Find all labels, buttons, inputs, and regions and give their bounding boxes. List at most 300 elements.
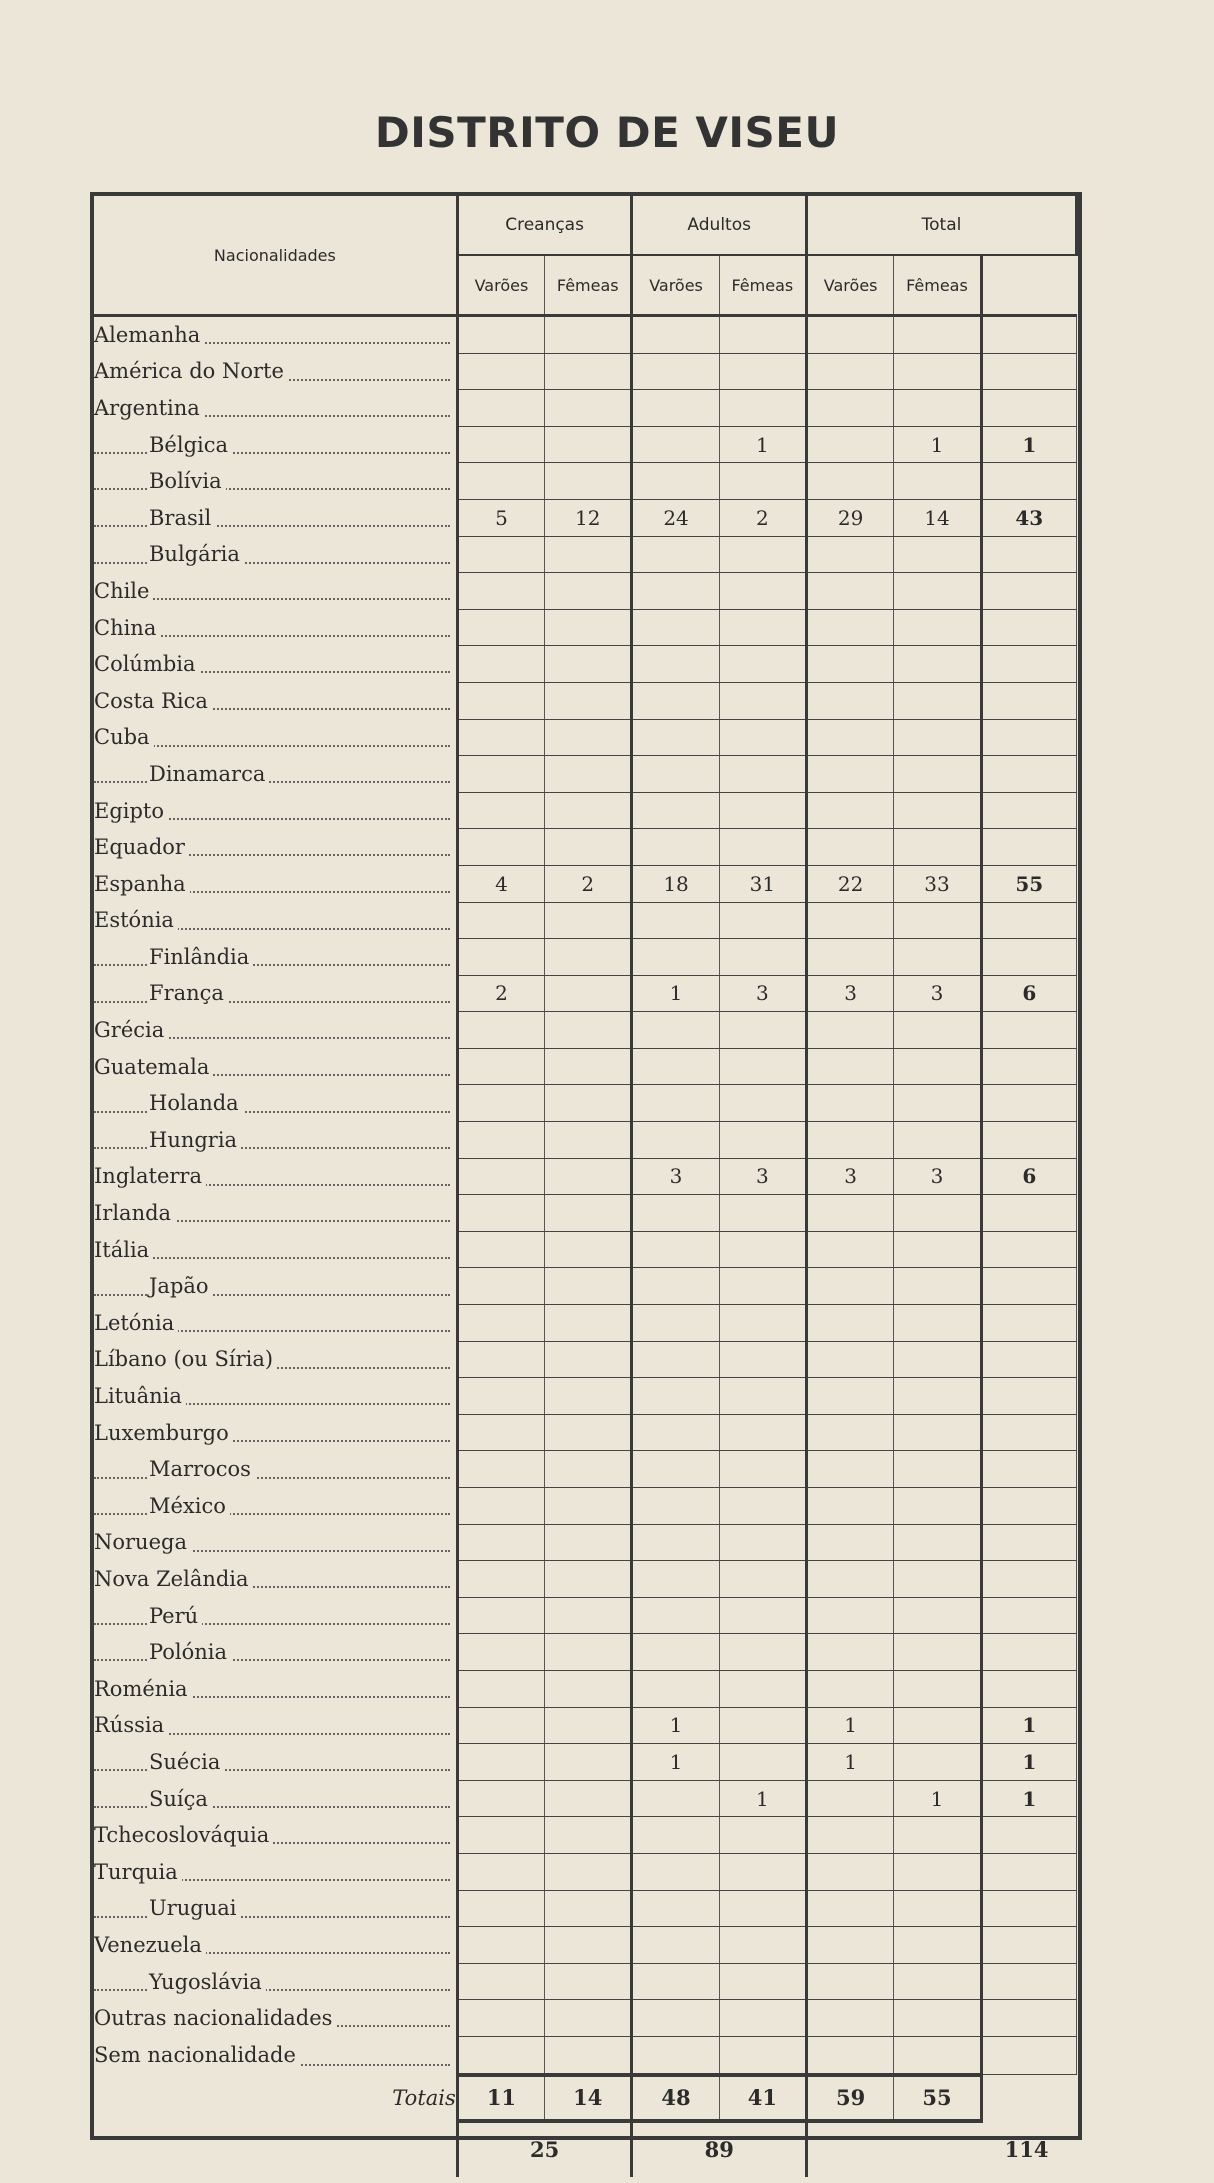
leader-dots: [94, 1477, 450, 1479]
grand-total-children: 25: [457, 2121, 632, 2177]
cell-children-females: [545, 353, 632, 390]
cell-total-males: 3: [807, 1158, 894, 1195]
cell-total-males: [807, 1268, 894, 1305]
total-adults-females: 41: [719, 2075, 806, 2121]
cell-adults-males: [632, 609, 719, 646]
cell-children-males: [457, 682, 544, 719]
cell-children-males: [457, 1012, 544, 1049]
table-row: [94, 1048, 1077, 1085]
cell-total-females: [894, 1451, 981, 1488]
cell-total-males: [807, 646, 894, 683]
cell-total-females: [894, 609, 981, 646]
nationality-label: Alemanha: [94, 323, 204, 347]
nationality-cell: [94, 975, 457, 1012]
nationality-label: Colúmbia: [94, 652, 200, 676]
cell-children-males: [457, 1451, 544, 1488]
cell-children-males: [457, 829, 544, 866]
nationality-cell: [94, 1561, 457, 1598]
nationality-cell: [94, 1927, 457, 1964]
cell-children-females: [545, 1195, 632, 1232]
cell-grand-total: [981, 1963, 1076, 2000]
table-row: [94, 1707, 1077, 1744]
cell-adults-females: [719, 1963, 806, 2000]
cell-adults-females: [719, 1488, 806, 1525]
table-row: [94, 829, 1077, 866]
cell-adults-males: [632, 1012, 719, 1049]
nationality-label: Espanha: [94, 872, 190, 896]
cell-total-males: [807, 682, 894, 719]
cell-children-males: [457, 646, 544, 683]
nationality-label: Costa Rica: [94, 689, 212, 713]
cell-adults-females: [719, 1122, 806, 1159]
nationality-cell: [94, 1341, 457, 1378]
cell-children-females: [545, 1085, 632, 1122]
cell-children-males: [457, 1341, 544, 1378]
cell-total-males: [807, 316, 894, 354]
cell-total-females: [894, 646, 981, 683]
cell-total-males: [807, 1488, 894, 1525]
header-nationalities: Nacionalidades: [94, 196, 457, 316]
cell-adults-males: [632, 1524, 719, 1561]
nationality-label: Inglaterra: [94, 1164, 206, 1188]
cell-children-males: [457, 1524, 544, 1561]
cell-children-males: 4: [457, 865, 544, 902]
cell-adults-males: 1: [632, 1744, 719, 1781]
header-children-males: Varões: [457, 255, 544, 316]
cell-adults-females: [719, 902, 806, 939]
cell-total-males: 29: [807, 499, 894, 536]
cell-total-males: [807, 1048, 894, 1085]
cell-grand-total: [981, 609, 1076, 646]
header-adults: Adultos: [632, 196, 807, 255]
cell-children-females: [545, 1158, 632, 1195]
cell-children-males: [457, 1780, 544, 1817]
cell-total-males: [807, 939, 894, 976]
cell-total-males: [807, 463, 894, 500]
cell-children-females: [545, 2036, 632, 2074]
totals-label: Totais: [94, 2075, 457, 2121]
nationality-cell: [94, 865, 457, 902]
cell-adults-males: [632, 829, 719, 866]
header-children: Creanças: [457, 196, 632, 255]
cell-children-males: [457, 902, 544, 939]
nationality-label: Roménia: [94, 1677, 192, 1701]
cell-total-males: 22: [807, 865, 894, 902]
nationality-label: Turquia: [94, 1860, 182, 1884]
table-row: [94, 1305, 1077, 1342]
nationality-cell: [94, 902, 457, 939]
cell-total-females: [894, 1488, 981, 1525]
cell-grand-total: [981, 939, 1076, 976]
cell-total-females: [894, 1378, 981, 1415]
cell-total-females: [894, 1012, 981, 1049]
table-row: [94, 426, 1077, 463]
cell-children-females: [545, 756, 632, 793]
cell-adults-males: [632, 2036, 719, 2074]
cell-total-males: [807, 390, 894, 427]
cell-grand-total: [981, 1195, 1076, 1232]
cell-total-males: [807, 1853, 894, 1890]
cell-adults-females: 31: [719, 865, 806, 902]
cell-adults-males: [632, 316, 719, 354]
header-total: Total: [807, 196, 1077, 255]
cell-total-males: [807, 1597, 894, 1634]
cell-children-females: [545, 1780, 632, 1817]
cell-total-females: [894, 1853, 981, 1890]
cell-adults-females: [719, 792, 806, 829]
leader-dots: [94, 1513, 450, 1515]
cell-children-males: [457, 353, 544, 390]
table-row: [94, 573, 1077, 610]
cell-total-males: [807, 1524, 894, 1561]
cell-total-females: 14: [894, 499, 981, 536]
cell-children-males: [457, 939, 544, 976]
cell-children-males: [457, 1305, 544, 1342]
cell-grand-total: [981, 792, 1076, 829]
table-body: [94, 316, 1077, 2075]
nationality-label: Rússia: [94, 1713, 168, 1737]
cell-adults-females: [719, 1341, 806, 1378]
cell-children-females: [545, 1707, 632, 1744]
cell-adults-females: [719, 1927, 806, 1964]
nationality-label: China: [94, 616, 160, 640]
table-row: [94, 2000, 1077, 2037]
cell-adults-males: [632, 902, 719, 939]
cell-children-males: [457, 463, 544, 500]
cell-children-females: [545, 1561, 632, 1598]
leader-dots: [94, 488, 450, 490]
total-males: 59: [807, 2075, 894, 2121]
cell-total-females: 1: [894, 1780, 981, 1817]
statistics-table-frame: [90, 192, 1082, 2162]
cell-grand-total: [981, 719, 1076, 756]
cell-total-males: [807, 1378, 894, 1415]
nationality-label: Polónia: [149, 1640, 231, 1664]
cell-total-males: [807, 1817, 894, 1854]
cell-total-males: [807, 2036, 894, 2074]
nationality-label: Bolívia: [149, 469, 226, 493]
cell-adults-females: [719, 939, 806, 976]
cell-adults-males: 1: [632, 975, 719, 1012]
nationality-cell: [94, 756, 457, 793]
cell-total-males: [807, 609, 894, 646]
cell-total-females: [894, 829, 981, 866]
cell-total-females: [894, 719, 981, 756]
cell-children-females: [545, 1524, 632, 1561]
cell-total-females: [894, 1524, 981, 1561]
table-row: [94, 792, 1077, 829]
cell-adults-males: [632, 390, 719, 427]
cell-adults-males: [632, 1780, 719, 1817]
nationality-cell: [94, 463, 457, 500]
cell-grand-total: 1: [981, 426, 1076, 463]
cell-total-females: [894, 682, 981, 719]
cell-adults-males: 1: [632, 1707, 719, 1744]
cell-adults-males: 24: [632, 499, 719, 536]
cell-total-males: [807, 1451, 894, 1488]
table-row: [94, 1817, 1077, 1854]
cell-adults-females: [719, 1414, 806, 1451]
table-row: [94, 1561, 1077, 1598]
cell-children-males: [457, 1597, 544, 1634]
cell-total-males: [807, 1012, 894, 1049]
leader-dots: [94, 562, 450, 564]
table-row: [94, 1085, 1077, 1122]
cell-adults-males: [632, 1414, 719, 1451]
cell-adults-males: [632, 1085, 719, 1122]
cell-children-females: [545, 426, 632, 463]
cell-adults-females: 2: [719, 499, 806, 536]
cell-adults-males: [632, 463, 719, 500]
leader-dots: [94, 964, 450, 966]
totals-row: [94, 2075, 1077, 2121]
cell-total-females: [894, 1561, 981, 1598]
cell-grand-total: 55: [981, 865, 1076, 902]
nationality-cell: [94, 1268, 457, 1305]
cell-adults-males: [632, 719, 719, 756]
nationality-label: Venezuela: [94, 1933, 206, 1957]
table-header: [94, 196, 1077, 316]
cell-grand-total: 1: [981, 1780, 1076, 1817]
nationality-cell: [94, 499, 457, 536]
header-grand-total: [981, 255, 1076, 316]
cell-grand-total: [981, 1341, 1076, 1378]
cell-adults-females: 1: [719, 426, 806, 463]
nationalities-table: [94, 196, 1078, 2177]
cell-grand-total: [981, 1597, 1076, 1634]
cell-adults-males: [632, 1268, 719, 1305]
table-row: [94, 1488, 1077, 1525]
cell-total-males: [807, 1085, 894, 1122]
cell-grand-total: [981, 1305, 1076, 1342]
cell-children-females: [545, 829, 632, 866]
nationality-label: Luxemburgo: [94, 1421, 233, 1445]
table-row: [94, 1853, 1077, 1890]
cell-grand-total: [981, 1561, 1076, 1598]
nationality-cell: [94, 536, 457, 573]
table-row: [94, 682, 1077, 719]
cell-grand-total: [981, 1524, 1076, 1561]
nationality-cell: [94, 792, 457, 829]
table-row: [94, 756, 1077, 793]
cell-total-males: [807, 1780, 894, 1817]
cell-children-males: [457, 719, 544, 756]
cell-total-females: [894, 463, 981, 500]
cell-children-females: [545, 536, 632, 573]
total-children-females: 14: [545, 2075, 632, 2121]
cell-children-females: [545, 316, 632, 354]
nationality-cell: [94, 682, 457, 719]
cell-adults-males: [632, 1561, 719, 1598]
cell-grand-total: [981, 1231, 1076, 1268]
cell-children-males: [457, 1414, 544, 1451]
nationality-label: Marrocos: [149, 1457, 255, 1481]
cell-adults-males: [632, 1670, 719, 1707]
cell-children-females: [545, 975, 632, 1012]
cell-total-males: [807, 1122, 894, 1159]
table-row: [94, 463, 1077, 500]
cell-grand-total: [981, 1122, 1076, 1159]
cell-adults-females: [719, 1012, 806, 1049]
cell-total-females: [894, 316, 981, 354]
nationality-cell: [94, 1378, 457, 1415]
cell-total-males: [807, 2000, 894, 2037]
cell-adults-females: [719, 719, 806, 756]
cell-total-females: [894, 2000, 981, 2037]
cell-adults-females: [719, 1561, 806, 1598]
cell-total-females: [894, 1597, 981, 1634]
cell-adults-males: [632, 1853, 719, 1890]
cell-adults-females: [719, 829, 806, 866]
cell-adults-males: [632, 939, 719, 976]
nationality-label: Chile: [94, 579, 153, 603]
cell-total-males: [807, 719, 894, 756]
cell-children-males: [457, 1158, 544, 1195]
cell-adults-females: [719, 463, 806, 500]
table-row: [94, 865, 1077, 902]
cell-children-females: [545, 1122, 632, 1159]
cell-grand-total: [981, 1670, 1076, 1707]
total-children-males: 11: [457, 2075, 544, 2121]
cell-total-females: [894, 1670, 981, 1707]
nationality-cell: [94, 353, 457, 390]
table-row: [94, 1158, 1077, 1195]
nationality-cell: [94, 1158, 457, 1195]
nationality-cell: [94, 719, 457, 756]
nationality-cell: [94, 939, 457, 976]
cell-adults-females: [719, 1524, 806, 1561]
cell-children-females: [545, 1634, 632, 1671]
nationality-cell: [94, 1048, 457, 1085]
nationality-label: Suíça: [149, 1787, 212, 1811]
nationality-label: Lituânia: [94, 1384, 186, 1408]
leader-dots: [94, 1769, 450, 1771]
cell-adults-females: [719, 2036, 806, 2074]
table-row: [94, 1378, 1077, 1415]
cell-grand-total: [981, 829, 1076, 866]
nationality-label: Equador: [94, 835, 189, 859]
nationality-cell: [94, 1853, 457, 1890]
table-row: [94, 1231, 1077, 1268]
table-row: [94, 536, 1077, 573]
page-title: DISTRITO DE VISEU: [374, 108, 840, 157]
cell-total-males: [807, 1231, 894, 1268]
cell-grand-total: [981, 1414, 1076, 1451]
cell-children-males: [457, 1927, 544, 1964]
cell-grand-total: [981, 1890, 1076, 1927]
cell-children-males: [457, 1048, 544, 1085]
header-adults-males: Varões: [632, 255, 719, 316]
cell-grand-total: [981, 536, 1076, 573]
cell-children-males: 2: [457, 975, 544, 1012]
table-row: [94, 353, 1077, 390]
nationality-label: Perú: [149, 1604, 202, 1628]
cell-total-females: [894, 1195, 981, 1232]
cell-total-males: [807, 756, 894, 793]
nationality-label: Egipto: [94, 799, 168, 823]
cell-children-males: [457, 1231, 544, 1268]
cell-children-males: [457, 1488, 544, 1525]
table-row: [94, 1927, 1077, 1964]
table-row: [94, 316, 1077, 354]
nationality-cell: [94, 426, 457, 463]
cell-adults-females: [719, 1744, 806, 1781]
cell-grand-total: 1: [981, 1744, 1076, 1781]
cell-children-females: [545, 2000, 632, 2037]
cell-grand-total: [981, 463, 1076, 500]
cell-adults-females: [719, 756, 806, 793]
cell-children-females: [545, 1378, 632, 1415]
leader-dots: [94, 1294, 450, 1296]
cell-children-females: [545, 939, 632, 976]
table-row: [94, 1890, 1077, 1927]
cell-children-males: [457, 1670, 544, 1707]
cell-grand-total: [981, 1634, 1076, 1671]
cell-adults-males: [632, 1488, 719, 1525]
cell-total-males: [807, 829, 894, 866]
cell-adults-females: [719, 573, 806, 610]
grand-totals-row: [94, 2121, 1077, 2177]
cell-children-males: [457, 1853, 544, 1890]
cell-total-males: 1: [807, 1744, 894, 1781]
cell-adults-females: [719, 1048, 806, 1085]
cell-children-females: [545, 1927, 632, 1964]
cell-total-females: [894, 1963, 981, 2000]
cell-grand-total: [981, 2000, 1076, 2037]
cell-grand-total: [981, 1268, 1076, 1305]
cell-grand-total: [981, 756, 1076, 793]
cell-children-males: [457, 1817, 544, 1854]
cell-children-females: [545, 719, 632, 756]
cell-adults-females: 3: [719, 1158, 806, 1195]
cell-adults-females: [719, 1085, 806, 1122]
table-row: [94, 1012, 1077, 1049]
table-row: [94, 1634, 1077, 1671]
cell-total-females: [894, 792, 981, 829]
grand-total-all: 114: [1004, 2137, 1049, 2162]
cell-children-males: [457, 1890, 544, 1927]
cell-adults-females: [719, 316, 806, 354]
nationality-label: Japão: [149, 1274, 213, 1298]
cell-adults-males: [632, 792, 719, 829]
nationality-cell: [94, 1597, 457, 1634]
cell-children-females: [545, 1853, 632, 1890]
totals-blank: [981, 2075, 1076, 2121]
cell-grand-total: 6: [981, 1158, 1076, 1195]
nationality-label: Tchecoslováquia: [94, 1823, 273, 1847]
cell-children-males: [457, 1085, 544, 1122]
cell-adults-males: [632, 1451, 719, 1488]
nationality-cell: [94, 1195, 457, 1232]
cell-children-males: [457, 1122, 544, 1159]
leader-dots: [94, 1659, 450, 1661]
cell-total-males: [807, 353, 894, 390]
cell-children-males: [457, 1268, 544, 1305]
cell-adults-females: [719, 1305, 806, 1342]
cell-children-females: [545, 1744, 632, 1781]
cell-children-males: [457, 316, 544, 354]
cell-children-males: [457, 609, 544, 646]
cell-grand-total: [981, 1488, 1076, 1525]
nationality-label: Finlândia: [149, 945, 253, 969]
nationality-cell: [94, 1524, 457, 1561]
cell-children-males: [457, 1707, 544, 1744]
cell-total-males: [807, 1670, 894, 1707]
nationality-label: Suécia: [149, 1750, 224, 1774]
cell-adults-females: [719, 646, 806, 683]
cell-children-males: [457, 1634, 544, 1671]
nationality-label: Hungria: [149, 1128, 241, 1152]
